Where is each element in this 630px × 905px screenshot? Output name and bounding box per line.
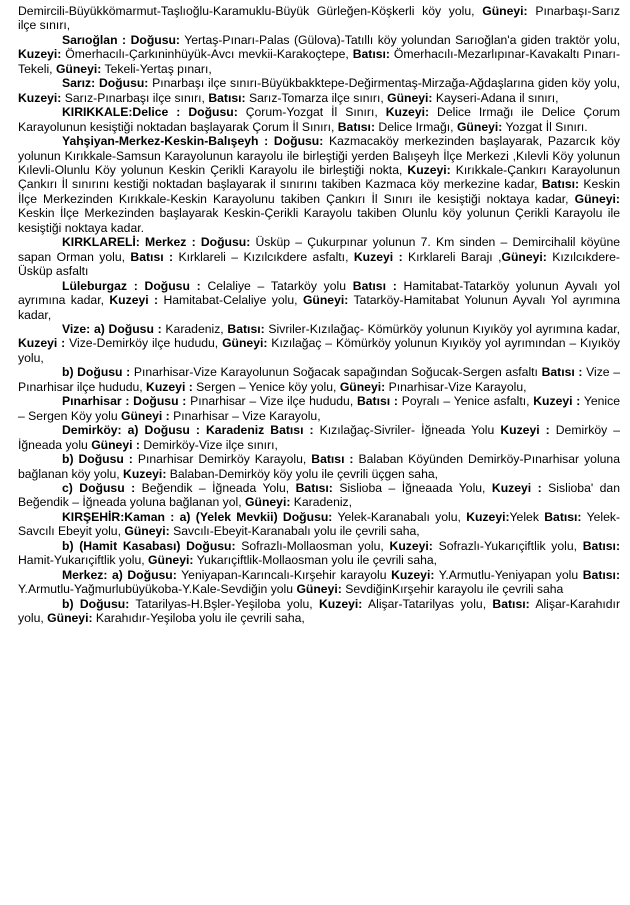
text-run: Demirköy-Vize ilçe sınırı,	[139, 437, 278, 452]
bold-label: Güneyi:	[55, 61, 102, 76]
text-run: Hamitabat-Tatarköy yolunun Ayvalı yol ayrımına kadar,	[18, 278, 620, 308]
text-run: Delice Irmağı ile Delice Çorum Karayolunun kesiştiği noktadan başlayarak Çorum İl Sınırı,	[18, 105, 620, 134]
paragraph	[18, 105, 620, 134]
paragraph	[18, 365, 620, 394]
bold-label: Güneyi:	[302, 293, 349, 308]
text-run: Ömerhacılı-Çarkıninhüyük-Avcı mevkii-Karakoçtepe,	[61, 47, 353, 62]
bold-label: Lüleburgaz : Doğusu :	[62, 278, 201, 293]
bold-label: Batısı:	[582, 567, 620, 582]
bold-label: Kuzeyi :	[146, 379, 193, 394]
text-run: Kazmacaköy merkezinden başlayarak, Pazarcık köy yolunun Kırıkkale-Samsun Karayolunun karayolu ile birleştiği yerden Balışeyh İlçe Merkezi ,Kılevli Köy yolunun Kılevli-Olunlu Köy yolunun Keskin Çerikli Karayolu ile birleştiği nokta,	[18, 134, 620, 177]
paragraph	[18, 322, 620, 365]
text-run: Keskin İlçe Merkezinden başlayarak Keskin-Çerikli Karayolu takiben Olunlu köy yolunun Çerikli Karayolu ile kesiştiği noktaya kadar.	[18, 206, 620, 235]
bold-label: Kuzeyi:	[18, 47, 62, 62]
paragraph	[18, 452, 620, 481]
bold-label: Güneyi:	[501, 249, 547, 264]
bold-label: Yahşiyan-Merkez-Keskin-Balışeyh : Doğusu:	[62, 134, 324, 149]
bold-label: Batısı :	[311, 452, 354, 467]
paragraph	[18, 4, 620, 33]
bold-label: Güneyi :	[91, 437, 140, 452]
text-run: Üsküp – Çukurpınar yolunun 7. Km sinden – Demircihalil köyüne sapan Orman yolu,	[18, 235, 620, 264]
text-run: Kızılağaç-Sivriler- İğneada Yolu	[313, 423, 501, 438]
bold-label: Batısı:	[337, 119, 375, 134]
text-run: Sislioba' dan Beğendik – İğneada yoluna bağlanan yol,	[18, 480, 620, 510]
bold-label: b) Doğusu :	[62, 365, 131, 380]
bold-label: Kuzeyi:	[123, 466, 167, 481]
bold-label: Kuzeyi:	[407, 162, 451, 177]
text-run: Yelek-Savcılı Ebeyit yolu,	[18, 509, 621, 539]
text-run: Demircili-Büyükkömarmut-Taşlıoğlu-Karamuklu-Büyük Gürleğen-Köşkerli köy yolu,	[18, 4, 483, 18]
bold-label: Batısı:	[295, 480, 333, 495]
text-run: Sivriler-Kızılağaç- Kömürköy yolunun Kıyıköy yol ayrımına kadar,	[264, 321, 620, 336]
text-run: Sergen – Yenice köy yolu,	[192, 379, 340, 394]
bold-label: Kuzeyi:	[391, 567, 435, 582]
text-run: Yelek	[509, 509, 545, 524]
paragraph	[18, 76, 620, 105]
text-run: Karadeniz,	[161, 321, 228, 336]
text-run: Alişar-Tatarilyas yolu,	[362, 596, 493, 611]
text-run: Savcılı-Ebeyit-Karanabalı yolu ile çevrili saha,	[169, 524, 420, 539]
bold-label: Kuzeyi:	[318, 596, 363, 611]
bold-label: Batısı :	[356, 394, 398, 409]
bold-label: Batısı:	[352, 47, 390, 62]
bold-label: Sarıoğlan : Doğusu:	[62, 32, 180, 47]
bold-label: Batısı:	[544, 509, 582, 524]
text-run: Vize – Pınarhisar ilçe hududu,	[18, 365, 620, 394]
paragraph	[18, 568, 620, 597]
paragraph	[18, 423, 620, 452]
text-run: Kayseri-Adana il sınırı,	[432, 90, 559, 105]
bold-label: Güneyi:	[574, 191, 620, 206]
text-run: Demirköy – İğneada yolu	[18, 423, 621, 452]
bold-label: Batısı:	[227, 321, 265, 336]
text-run: Hamit-Yukarıçiftlik yolu,	[18, 553, 149, 568]
paragraph	[18, 279, 620, 322]
text-run: Balaban-Demirköy köy yolu ile çevrili üçgen saha,	[166, 466, 439, 481]
bold-label: Demirköy: a) Doğusu : Karadeniz Batısı :	[62, 423, 314, 438]
bold-label: Kuzeyi :	[491, 480, 542, 495]
text-run: Sarız-Pınarbaşı ilçe sınırı,	[61, 90, 209, 105]
bold-label: Güneyi:	[124, 524, 170, 539]
text-run: Pınarbaşı ilçe sınırı-Büyükbakktepe-Değirmentaş-Mirzağa-Ağdaşlarına giden köy yolu,	[148, 76, 620, 91]
text-run: Hamitabat-Celaliye yolu,	[158, 293, 303, 308]
bold-label: Güneyi:	[47, 611, 93, 626]
bold-label: Merkez: a) Doğusu:	[62, 567, 177, 582]
paragraph	[18, 481, 620, 510]
bold-label: Batısı:	[208, 90, 246, 105]
text-run: Celaliye – Tatarköy yolu	[200, 278, 353, 293]
text-run: Delice Irmağı,	[375, 119, 457, 134]
bold-label: Kuzeyi:	[385, 105, 430, 120]
bold-label: Güneyi:	[456, 119, 503, 134]
bold-label: b) Doğusu :	[62, 452, 133, 467]
text-run: Karahıdır-Yeşiloba yolu ile çevrili saha,	[92, 611, 305, 626]
text-run: Beğendik – İğneada Yolu,	[135, 480, 296, 495]
bold-label: Batısı:	[541, 177, 580, 192]
bold-label: Kuzeyi :	[533, 394, 581, 409]
bold-label: Sarız: Doğusu:	[62, 76, 149, 91]
bold-label: Kuzeyi :	[500, 423, 550, 438]
bold-label: Güneyi:	[148, 553, 194, 568]
text-run: Karadeniz,	[290, 495, 353, 510]
text-run: Pınarbaşı-Sarız ilçe sınırı,	[18, 4, 620, 33]
text-run: Sislioba – İğneaada Yolu,	[332, 480, 492, 495]
text-run: Tatarköy-Hamitabat Yolunun Ayvalı Yol ayrımına kadar,	[18, 293, 621, 322]
text-run: Vize-Demirköy ilçe hududu,	[65, 336, 223, 351]
bold-label: KIRIKKALE:Delice : Doğusu:	[62, 105, 238, 120]
bold-label: Batısı :	[541, 365, 583, 380]
text-run: Sarız-Tomarza ilçe sınırı,	[245, 90, 388, 105]
text-run: Çorum-Yozgat İl Sınırı,	[237, 105, 386, 120]
text-run: Pınarhisar – Vize ilçe hududu,	[186, 394, 357, 409]
paragraph	[18, 394, 620, 423]
paragraph	[18, 510, 620, 539]
text-run: Tatarilyas-H.Bşler-Yeşiloba yolu,	[129, 596, 319, 611]
bold-label: Pınarhisar : Doğusu :	[62, 394, 187, 409]
text-run: Pınarhisar Demirköy Karayolu,	[132, 452, 312, 467]
text-run: Y.Armutlu-Yeniyapan yolu	[434, 567, 583, 582]
text-run: Yozgat İl Sınırı.	[502, 119, 588, 134]
bold-label: b) Doğusu:	[62, 596, 130, 611]
paragraph	[18, 33, 620, 76]
bold-label: Güneyi:	[245, 495, 291, 510]
text-run: Poyralı – Yenice asfaltı,	[397, 394, 534, 409]
bold-label: Batısı:	[582, 538, 620, 553]
text-run: Y.Armutlu-Yağmurlubüyükoba-Y.Kale-Sevdiğin yolu	[18, 582, 297, 597]
text-run: Pınarhisar-Vize Karayolu,	[385, 379, 527, 394]
text-run: Sofrazlı-Mollaosman yolu,	[235, 538, 390, 553]
bold-label: Güneyi:	[482, 4, 528, 18]
bold-label: Vize: a) Doğusu :	[62, 321, 162, 336]
text-run: Yeniyapan-Karıncalı-Kırşehir karayolu	[176, 567, 392, 582]
text-run: Kırklareli – Kızılcıkdere asfaltı,	[173, 249, 354, 264]
bold-label: b) (Hamit Kasabası) Doğusu:	[62, 538, 236, 553]
text-run: Kızılcıkdere-Üsküp asfaltı	[18, 249, 620, 279]
text-run: SevdiğinKırşehir karayolu ile çevrili saha	[341, 582, 564, 597]
text-run: Keskin İlçe Merkezinden Kırıkkale-Keskin Karayolunu takiben Çankırı İl Sınırı ile kesiştiği noktaya kadar,	[18, 177, 620, 206]
text-run: Alişar-Karahıdır yolu,	[18, 596, 620, 626]
text-run: Kızılağaç – Kömürköy yolunun Kıyıköy yol ayrımından – Kıyıköy yolu,	[18, 336, 620, 365]
text-run: Balaban Köyünden Demirköy-Pınarhisar yoluna bağlanan köy yolu,	[18, 452, 620, 481]
text-run: Kırklareli Barajı ,	[402, 249, 502, 264]
text-run: Pınarhisar-Vize Karayolunun Soğacak sapağından Soğucak-Sergen asfaltı	[130, 365, 542, 380]
text-run: Sofrazlı-Yukarıçiftlik yolu,	[432, 538, 583, 553]
text-run: Yelek-Karanabalı yolu,	[332, 509, 467, 524]
paragraph	[18, 235, 620, 278]
bold-label: Kuzeyi :	[353, 249, 403, 264]
text-run: Pınarhisar – Vize Karayolu,	[169, 408, 321, 423]
text-run: Yertaş-Pınarı-Palas (Gülova)-Tatıllı köy yolundan Sarıoğlan'a giden traktör yolu,	[180, 32, 620, 47]
bold-label: Güneyi:	[296, 582, 342, 597]
text-run: Ömerhacılı-Mezarlıpınar-Kavakaltı Pınarı-Tekeli,	[18, 47, 620, 76]
bold-label: KIRKLARELİ: Merkez : Doğusu:	[62, 235, 251, 250]
bold-label: Kuzeyi :	[109, 293, 159, 308]
bold-label: c) Doğusu :	[62, 480, 136, 495]
bold-label: Kuzeyi:	[389, 538, 433, 553]
text-run: Yenice – Sergen Köy yolu	[18, 394, 620, 423]
bold-label: Batısı :	[130, 249, 174, 264]
bold-label: Batısı :	[352, 278, 397, 293]
bold-label: Güneyi:	[339, 379, 386, 394]
bold-label: Güneyi:	[222, 336, 268, 351]
bold-label: KIRŞEHİR:Kaman : a) (Yelek Mevkii) Doğusu:	[62, 509, 333, 524]
text-run: Yukarıçiftlik-Mollaosman yolu ile çevrili saha,	[193, 553, 438, 568]
bold-label: Kuzeyi:	[18, 90, 62, 105]
text-run: Kırıkkale-Çankırı Karayolunun Çankırı İl sınırını kestiği noktadan başlayarak il sınırını takiben Kazmaca köy merkezine kadar,	[18, 162, 620, 192]
bold-label: Batısı:	[492, 596, 530, 611]
bold-label: Güneyi :	[120, 408, 170, 423]
paragraph	[18, 539, 620, 568]
bold-label: Güneyi:	[387, 90, 433, 105]
paragraph	[18, 134, 620, 235]
text-run: Tekeli-Yertaş pınarı,	[101, 61, 212, 76]
paragraph	[18, 597, 620, 626]
bold-label: Kuzeyi :	[18, 336, 66, 351]
bold-label: Kuzeyi:	[466, 509, 510, 524]
